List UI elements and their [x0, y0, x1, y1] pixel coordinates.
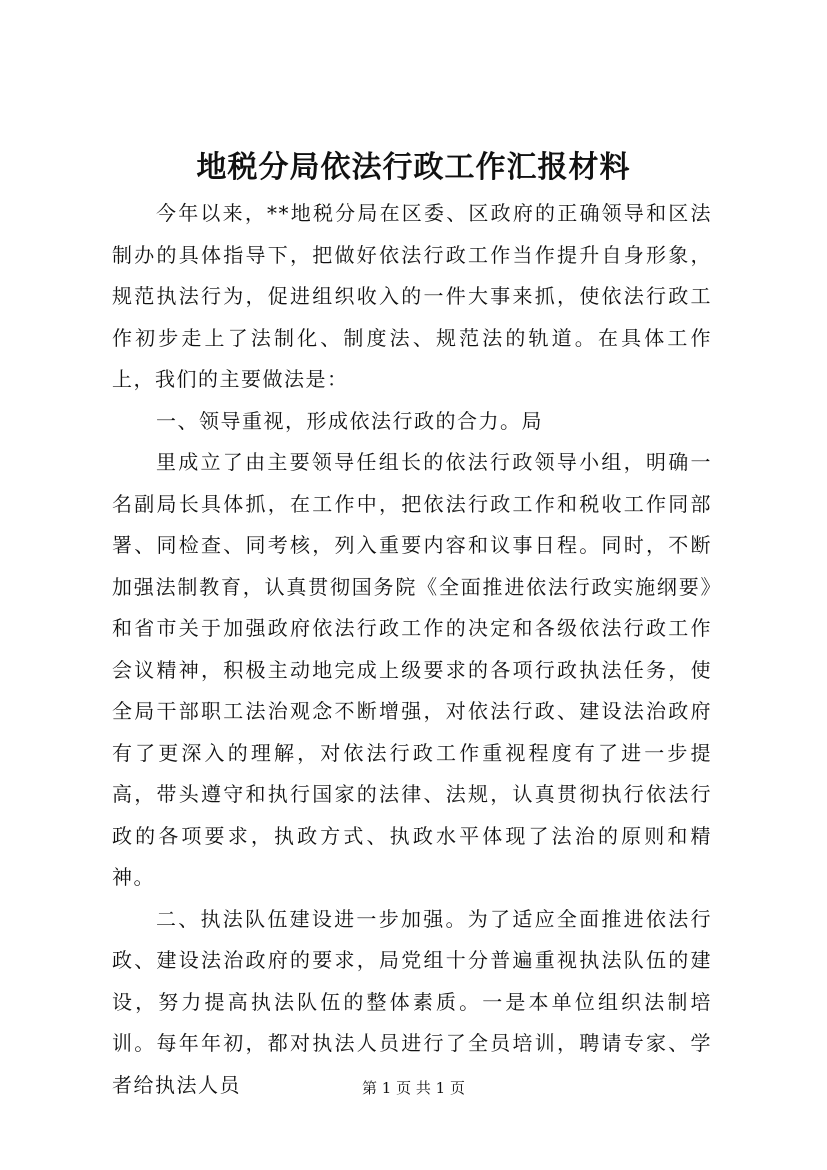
document-title: 地税分局依法行政工作汇报材料: [196, 150, 631, 185]
document-body: [112, 193, 712, 1106]
page-footer: 第 1 页 共 1 页: [362, 1079, 465, 1097]
paragraph-intro: 今年以来，**地税分局在区委、区政府的正确领导和区法制办的具体指导下，把做好依法行政工作当作提升自身形象，规范执法行为，促进组织收入的一件大事来抓，使依法行政工作初步走上了法制化、制度法、规范法的轨道。在具体工作上，我们的主要做法是：: [112, 201, 712, 391]
paragraph-section-1-body: 里成立了由主要领导任组长的依法行政领导小组，明确一名副局长具体抓，在工作中，把依法行政工作和税收工作同部署、同检查、同考核，列入重要内容和议事日程。同时，不断加强法制教育，认真贯彻国务院《全面推进依法行政实施纲要》和省市关于加强政府依法行政工作的决定和各级依法行政工作会议精神，积极主动地完成上级要求的各项行政执法任务，使全局干部职工法治观念不断增强，对依法行政、建设法治政府有了更深入的理解，对依法行政工作重视程度有了进一步提高，带头遵守和执行国家的法律、法规，认真贯彻执行依法行政的各项要求，执政方式、执政水平体现了法治的原则和精神。: [112, 450, 712, 889]
paragraph-section-2: 二、执法队伍建设进一步加强。为了适应全面推进依法行政、建设法治政府的要求，局党组十分普遍重视执法队伍的建设，努力提高执法队伍的整体素质。一是本单位组织法制培训。每年年初，都对执法人员进行了全员培训，聘请专家、学者给执法人员: [112, 906, 712, 1097]
paragraph-section-1-heading: 一、领导重视，形成依法行政的合力。局: [156, 408, 543, 433]
